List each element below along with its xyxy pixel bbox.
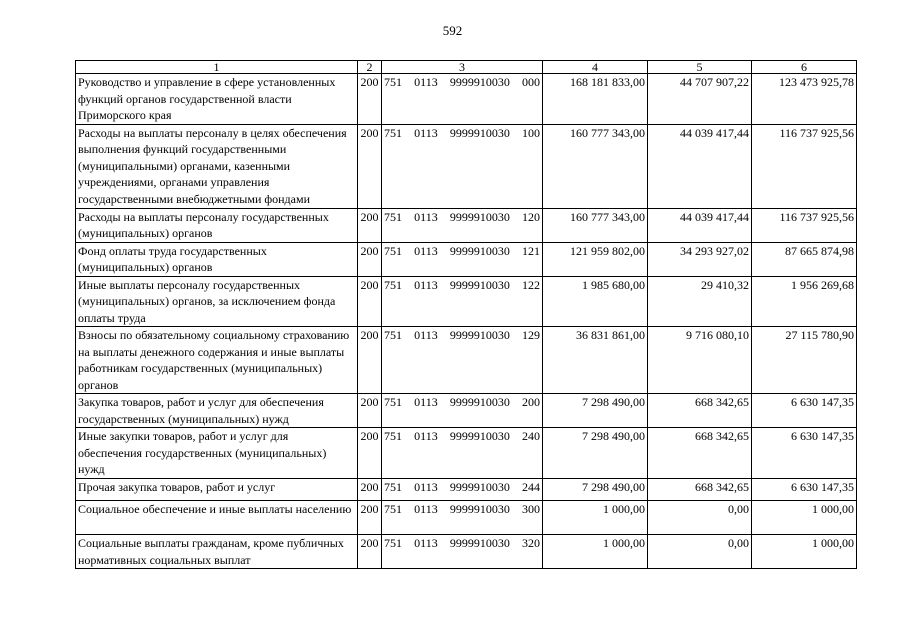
row-col4: 1 000,00 [543,501,648,535]
row-vr: 121 [521,243,540,258]
row-vr: 240 [521,429,540,443]
row-col6: 1 000,00 [752,535,857,569]
row-vr: 122 [521,277,540,292]
row-col6: 6 630 147,35 [752,394,857,428]
row-name: Закупка товаров, работ и услуг для обеспечения государственных (муниципальных) нужд [76,394,358,428]
row-vr: 100 [521,125,540,140]
row-target: 9999910030 [449,395,510,409]
row-code: 200 [358,479,382,501]
row-col5: 0,00 [648,535,752,569]
table-row [76,501,857,535]
row-target: 9999910030 [449,480,510,494]
row-target: 9999910030 [449,536,510,550]
row-section: 0113 [414,243,438,258]
row-col5: 44 707 907,22 [648,74,752,125]
row-vr: 244 [521,480,540,494]
row-col4: 7 298 490,00 [543,428,648,479]
column-header: 1 [76,61,358,74]
row-col6: 123 473 925,78 [752,74,857,125]
row-name: Фонд оплаты труда государственных (муниципальных) органов [76,242,358,276]
row-section: 0113 [414,429,438,443]
row-grbs: 751 [384,75,402,89]
row-target: 9999910030 [449,243,510,258]
row-col5: 0,00 [648,501,752,535]
column-header: 4 [543,61,648,74]
row-vr: 129 [521,328,540,342]
row-vr: 200 [521,395,540,409]
row-section: 0113 [414,480,438,494]
row-col6: 116 737 925,56 [752,124,857,208]
row-grbs: 751 [384,243,402,258]
row-name: Социальные выплаты гражданам, кроме публичных нормативных социальных выплат [76,535,358,569]
row-col6: 27 115 780,90 [752,327,857,394]
row-name: Расходы на выплаты персоналу в целях обеспечения выполнения функций государственными (муниципальными) органами, казенными учреждениями, органами управления государственными внебюджетными фондами [76,124,358,208]
row-col4: 168 181 833,00 [543,74,648,125]
row-code: 200 [358,501,382,535]
row-vr: 000 [521,75,540,89]
row-col6: 6 630 147,35 [752,428,857,479]
row-grbs: 751 [384,502,402,516]
row-section: 0113 [414,209,438,224]
row-name: Прочая закупка товаров, работ и услуг [76,479,358,501]
row-section: 0113 [414,277,438,292]
row-classification [382,327,543,394]
row-classification [382,535,543,569]
row-name: Социальное обеспечение и иные выплаты населению [76,501,358,535]
row-name: Иные закупки товаров, работ и услуг для обеспечения государственных (муниципальных) нужд [76,428,358,479]
row-target: 9999910030 [449,429,510,443]
row-col6: 116 737 925,56 [752,208,857,242]
row-col5: 44 039 417,44 [648,208,752,242]
row-vr: 120 [521,209,540,224]
row-section: 0113 [414,125,438,140]
row-col5: 9 716 080,10 [648,327,752,394]
row-name: Руководство и управление в сфере установленных функций органов государственной власти Приморского края [76,74,358,125]
row-section: 0113 [414,536,438,550]
row-vr: 320 [521,536,540,550]
row-section: 0113 [414,395,438,409]
row-grbs: 751 [384,429,402,443]
row-target: 9999910030 [449,328,510,342]
column-header: 6 [752,61,857,74]
row-target: 9999910030 [449,125,510,140]
row-col4: 1 000,00 [543,535,648,569]
row-code: 200 [358,74,382,125]
row-col4: 160 777 343,00 [543,124,648,208]
row-section: 0113 [414,328,438,342]
row-classification [382,394,543,428]
row-grbs: 751 [384,209,402,224]
row-grbs: 751 [384,328,402,342]
row-col5: 34 293 927,02 [648,242,752,276]
table-row [76,535,857,569]
row-col4: 1 985 680,00 [543,276,648,327]
row-classification [382,276,543,327]
column-header: 2 [358,61,382,74]
table-row [76,327,857,394]
row-classification [382,501,543,535]
row-col4: 36 831 861,00 [543,327,648,394]
row-code: 200 [358,208,382,242]
row-target: 9999910030 [449,75,510,89]
table-row [76,74,857,125]
row-classification [382,124,543,208]
row-col4: 7 298 490,00 [543,479,648,501]
row-col5: 668 342,65 [648,394,752,428]
row-section: 0113 [414,75,438,89]
budget-table [75,60,857,569]
row-section: 0113 [414,502,438,516]
table-row [76,276,857,327]
row-code: 200 [358,124,382,208]
row-vr: 300 [521,502,540,516]
row-grbs: 751 [384,395,402,409]
row-code: 200 [358,394,382,428]
row-col4: 121 959 802,00 [543,242,648,276]
table-row [76,428,857,479]
column-header: 5 [648,61,752,74]
row-grbs: 751 [384,480,402,494]
row-classification [382,74,543,125]
row-code: 200 [358,535,382,569]
row-grbs: 751 [384,536,402,550]
table-row [76,479,857,501]
row-target: 9999910030 [449,277,510,292]
row-grbs: 751 [384,125,402,140]
row-code: 200 [358,327,382,394]
row-col4: 7 298 490,00 [543,394,648,428]
row-grbs: 751 [384,277,402,292]
row-col5: 29 410,32 [648,276,752,327]
row-code: 200 [358,276,382,327]
column-header: 3 [382,61,543,74]
page-number: 592 [442,23,463,38]
row-col5: 44 039 417,44 [648,124,752,208]
row-col6: 87 665 874,98 [752,242,857,276]
row-col5: 668 342,65 [648,479,752,501]
table-row [76,394,857,428]
table-row [76,208,857,242]
row-classification [382,242,543,276]
row-col6: 1 956 269,68 [752,276,857,327]
row-col4: 160 777 343,00 [543,208,648,242]
row-name: Взносы по обязательному социальному страхованию на выплаты денежного содержания и иные выплаты работникам государственных (муниципальных) органов [76,327,358,394]
row-col6: 1 000,00 [752,501,857,535]
row-code: 200 [358,242,382,276]
table-row [76,124,857,208]
row-name: Иные выплаты персоналу государственных (муниципальных) органов, за исключением фонда оплаты труда [76,276,358,327]
header-row [76,61,857,74]
table-row [76,242,857,276]
row-classification [382,208,543,242]
row-col5: 668 342,65 [648,428,752,479]
row-name: Расходы на выплаты персоналу государственных (муниципальных) органов [76,208,358,242]
row-code: 200 [358,428,382,479]
row-target: 9999910030 [449,209,510,224]
row-classification [382,428,543,479]
row-target: 9999910030 [449,502,510,516]
row-classification [382,479,543,501]
row-col6: 6 630 147,35 [752,479,857,501]
